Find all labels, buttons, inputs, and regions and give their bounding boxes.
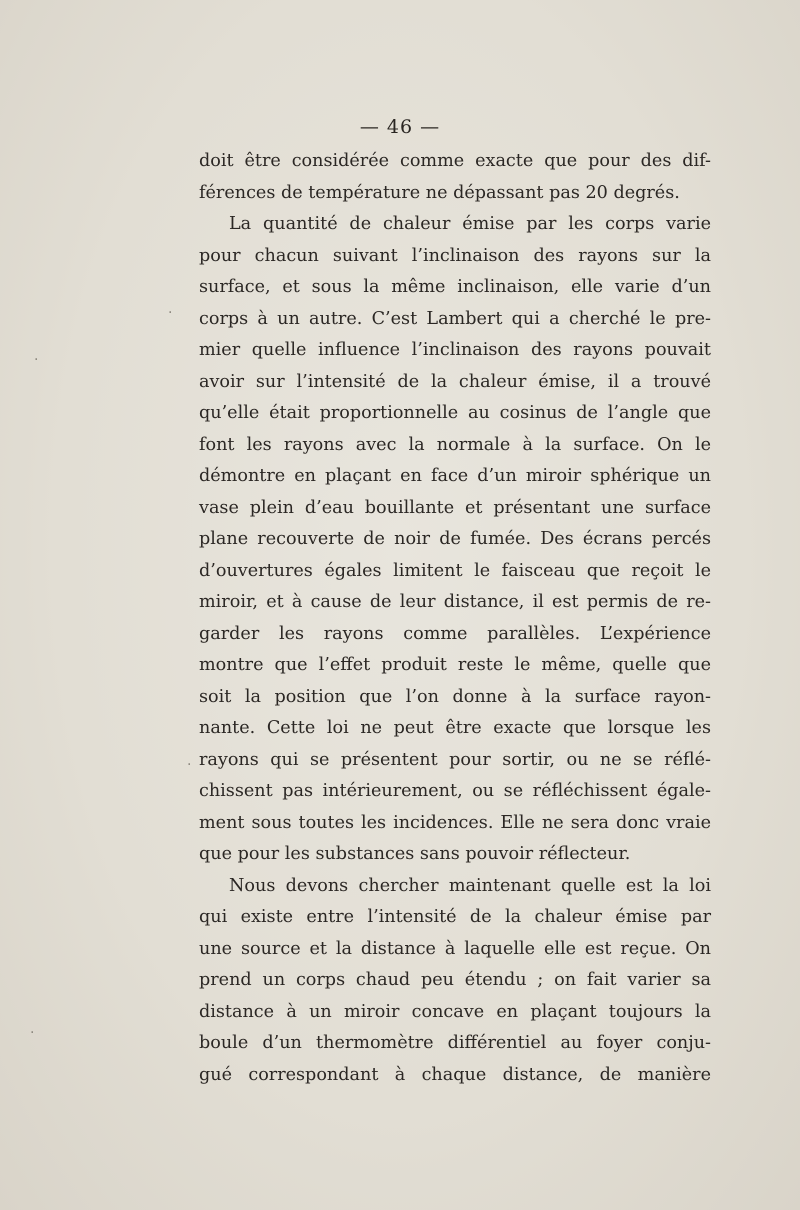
text-line: vase plein d’eau bouillante et présentant une surface: [199, 497, 711, 518]
text-line: férences de température ne dépassant pas 20 degrés.: [199, 182, 680, 203]
text-line: d’ouvertures égales limitent le faisceau que reçoit le: [199, 560, 711, 581]
body-text: [199, 146, 711, 1091]
text-line: garder les rayons comme parallèles. L’expérience: [199, 623, 711, 644]
paragraph-start-line: La quantité de chaleur émise par les corps varie: [229, 214, 711, 234]
text-line: montre que l’effet produit reste le même, quelle que: [199, 655, 711, 675]
paper-speck: ·: [34, 352, 39, 368]
text-line: rayons qui se présentent pour sortir, ou ne se réflé-: [199, 749, 711, 770]
text-line: distance à un miroir concave en plaçant toujours la: [199, 1001, 711, 1022]
paper-speck: ·: [187, 757, 192, 773]
text-line: démontre en plaçant en face d’un miroir sphérique un: [199, 466, 711, 486]
text-line: qu’elle était proportionnelle au cosinus de l’angle que: [199, 403, 711, 423]
paragraph-start-line: Nous devons chercher maintenant quelle est la loi: [229, 875, 711, 896]
text-line: prend un corps chaud peu étendu ; on fait varier sa: [199, 970, 711, 990]
text-line: une source et la distance à laquelle elle est reçue. On: [199, 938, 711, 959]
text-line: mier quelle influence l’inclinaison des rayons pouvait: [199, 340, 711, 360]
text-line: qui existe entre l’intensité de la chaleur émise par: [199, 907, 711, 927]
text-line: surface, et sous la même inclinaison, elle varie d’un: [199, 277, 711, 297]
text-line: plane recouverte de noir de fumée. Des écrans percés: [199, 529, 711, 549]
text-line: pour chacun suivant l’inclinaison des rayons sur la: [199, 245, 711, 266]
text-line: que pour les substances sans pouvoir réflecteur.: [199, 844, 631, 864]
text-line: miroir, et à cause de leur distance, il est permis de re-: [199, 592, 711, 612]
paper-speck: ·: [30, 1025, 35, 1041]
page-number: — 46 —: [359, 116, 441, 138]
text-line: ment sous toutes les incidences. Elle ne sera donc vraie: [199, 812, 711, 833]
text-line: gué correspondant à chaque distance, de manière: [199, 1064, 711, 1085]
text-line: chissent pas intérieurement, ou se réfléchissent égale-: [199, 781, 711, 801]
text-line: corps à un autre. C’est Lambert qui a cherché le pre-: [199, 308, 711, 329]
text-line: nante. Cette loi ne peut être exacte que lorsque les: [199, 718, 711, 738]
text-line: boule d’un thermomètre différentiel au foyer conju-: [199, 1033, 711, 1053]
text-line: avoir sur l’intensité de la chaleur émise, il a trouvé: [199, 371, 711, 392]
text-line: soit la position que l’on donne à la surface rayon-: [199, 686, 711, 707]
text-line: font les rayons avec la normale à la surface. On le: [199, 434, 711, 455]
paper-speck: ·: [168, 305, 173, 321]
text-line: doit être considérée comme exacte que pour des dif-: [199, 151, 711, 171]
